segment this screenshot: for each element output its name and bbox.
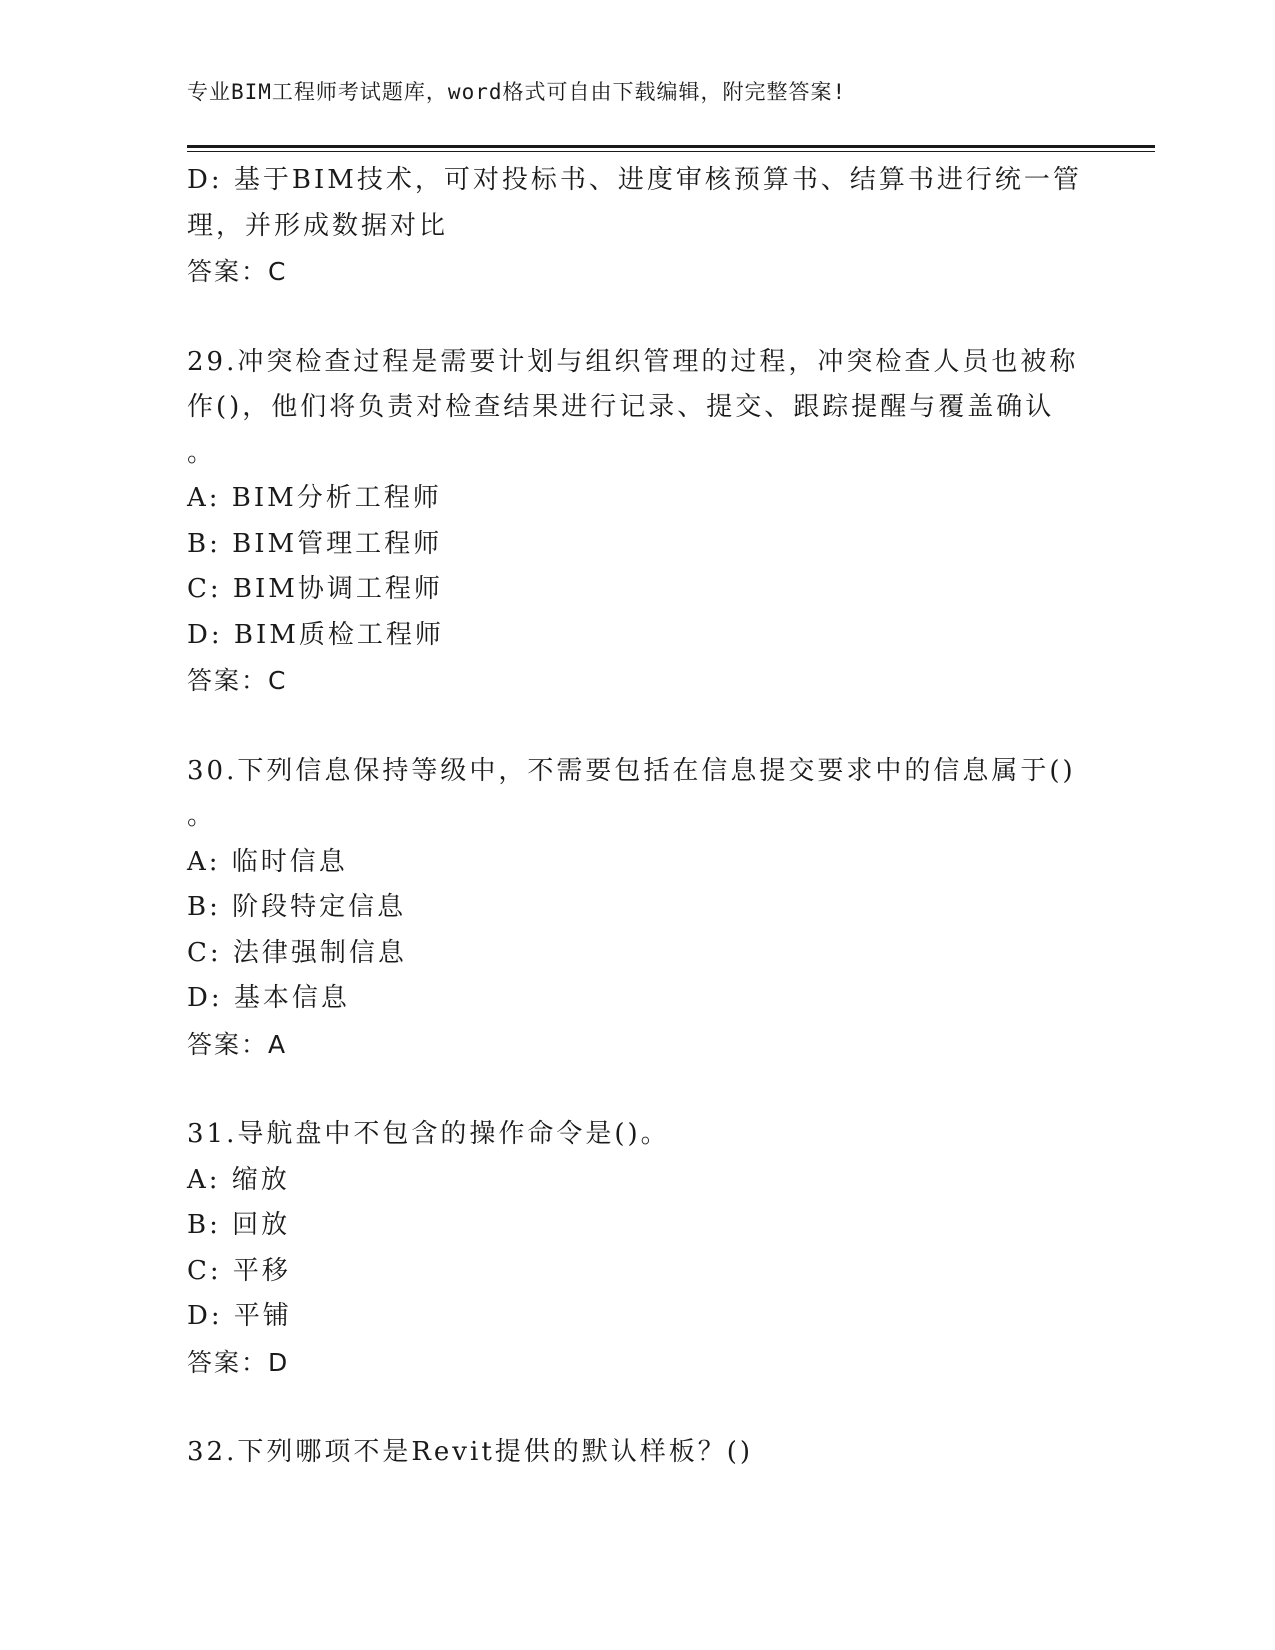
page-header: 专业BIM工程师考试题库，word格式可自由下载编辑，附完整答案! <box>187 80 847 104</box>
option-a: A: 临时信息 <box>187 846 348 877</box>
question-stem-line: 。 <box>187 437 217 468</box>
question-30 <box>187 749 1087 1068</box>
option-d: D: 平铺 <box>187 1301 292 1331</box>
answer-line: 答案：D <box>187 1347 290 1377</box>
option-c: C: 平移 <box>187 1255 291 1286</box>
question-stem-line: 31.导航盘中不包含的操作命令是()。 <box>187 1119 670 1149</box>
question-31 <box>187 1112 1087 1385</box>
option-d: D: BIM质检工程师 <box>187 619 444 650</box>
header-rule-thick <box>187 145 1155 148</box>
spacer <box>187 1067 1087 1112</box>
document-body <box>187 158 1087 1476</box>
option-d: D: 基本信息 <box>187 983 350 1013</box>
answer-line: 答案：A <box>187 1029 288 1059</box>
question-stem-line: 作()，他们将负责对检查结果进行记录、提交、跟踪提醒与覆盖确认 <box>187 392 1055 422</box>
option-a: A: 缩放 <box>187 1164 290 1195</box>
question-stem-line: 32.下列哪项不是Revit提供的默认样板？() <box>187 1437 754 1467</box>
question-32 <box>187 1430 1087 1476</box>
option-a: A: BIM分析工程师 <box>187 483 442 513</box>
option-b: B: BIM管理工程师 <box>187 528 443 559</box>
question-28-tail <box>187 158 1087 295</box>
header-rule-thin <box>187 151 1155 152</box>
option-c: C: BIM协调工程师 <box>187 574 443 604</box>
option-d-line: 理，并形成数据对比 <box>187 210 449 241</box>
spacer <box>187 295 1087 340</box>
option-d-line: D: 基于BIM技术，可对投标书、进度审核预算书、结算书进行统一管 <box>187 165 1082 195</box>
answer-line: 答案：C <box>187 666 288 695</box>
question-stem-line: 。 <box>187 801 217 831</box>
question-stem-line: 30.下列信息保持等级中，不需要包括在信息提交要求中的信息属于() <box>187 755 1076 786</box>
option-b: B: 回放 <box>187 1210 291 1240</box>
option-b: B: 阶段特定信息 <box>187 892 407 922</box>
option-c: C: 法律强制信息 <box>187 937 407 968</box>
spacer <box>187 1385 1087 1430</box>
question-29 <box>187 340 1087 704</box>
question-stem-line: 29.冲突检查过程是需要计划与组织管理的过程，冲突检查人员也被称 <box>187 346 1079 377</box>
answer-line: 答案：C <box>187 257 288 286</box>
spacer <box>187 704 1087 749</box>
